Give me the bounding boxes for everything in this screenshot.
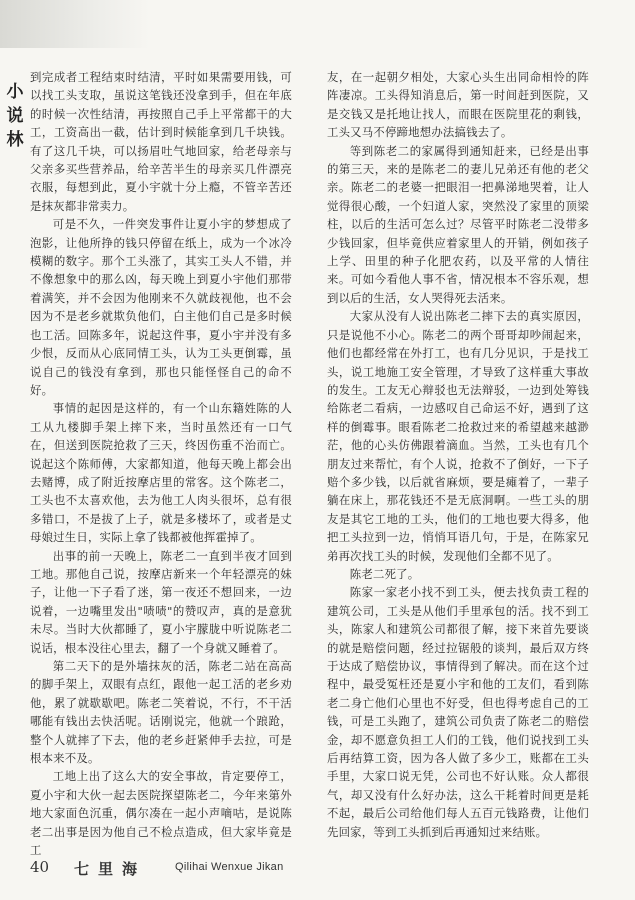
page-footer <box>30 858 590 880</box>
paragraph: 第二天下的是外墙抹灰的活，陈老二站在高高的脚手架上，双眼有点红，跟他一起工活的老乡劝他，累了就歇歇吧。陈老二笑着说，不行，不干活哪能有钱出去快活呢。话刚说完，他就一个踉跄，整个人就摔了下去，他的老乡赶紧伸手去拉，可是根本来不及。 <box>30 659 292 766</box>
section-label-char: 说 <box>6 106 24 126</box>
paragraph: 可是不久，一件突发事件让夏小宇的梦想成了泡影，让他所挣的钱只停留在纸上，成为一个冰冷模糊的数字。那个工头涨了，其实工头人不错，并不像想象中的那么凶，每天晚上到夏小宇他们那带着满笑，并不会因为他刚来不久就歧视他，也不会因为不是老乡就欺负他们，白主他们自己是多时候也工活。回陈多年，说起这件事，夏小宇并没有多少恨，反而从心底同情工头，认为工头更倒霉，虽说自己的钱没有拿到，那也只能怪怪自己的命不好。 <box>30 217 292 397</box>
journal-name: 七里海 <box>74 860 147 878</box>
section-label-char: 林 <box>6 130 24 150</box>
paragraph: 事情的起因是这样的，有一个山东籍姓陈的人工从九楼脚手架上摔下来，当时虽然还有一口气在，但送到医院抢救了三天，终因伤重不治而亡。说起这个陈师傅，大家都知道，他每天晚上都会出去赌博，成了附近按摩店里的常客。这个陈老二，工头也不太喜欢他，去为他工人肉头很坏，总有很多错口，不是拔了上子，就是多楼坏了，或者是丈母娘过生日，实际上拿了钱都被他挥霍掉了。 <box>30 401 292 545</box>
page-number: 40 <box>30 858 50 876</box>
text-column-left <box>30 68 292 858</box>
paragraph: 友，在一起朝夕相处，大家心头生出同命相怜的阵阵凄凉。工头得知消息后，第一时间赶到医院，又是交钱又是托地让找人，而眼在医院里花的剩钱，工头又马不停蹄地想办法搞钱去了。 <box>327 70 589 140</box>
paragraph: 工地上出了这么大的安全事故，肯定要停工，夏小宇和大伙一起去医院探望陈老二，今年来第外地大家面色沉重，偶尔凑在一起小声嘀咕，是说陈老二出事是因为他自己不检点造成，但大家毕竟是工 <box>30 769 292 858</box>
text-column-right <box>327 68 589 848</box>
header-decoration <box>0 0 150 48</box>
paragraph: 等到陈老二的家属得到通知赶来，已经是出事的第三天，来的是陈老二的妻儿兄弟还有他的老父亲。陈老二的老婆一把眼泪一把鼻涕地哭着，让人觉得很心酸，一个妇道人家，突然没了家里的顶梁柱，以后的生活可怎么过？尽管平时陈老二没带多少钱回家，但毕竟供应着家里人的开销，例如孩子上学、田里的种子化肥农药，以及平常的人情往来。可如今看他人事不省，情况根本不容乐观，想到以后的生活，女人哭得死去活来。 <box>327 143 589 305</box>
section-label <box>5 80 25 152</box>
paragraph: 到完成者工程结束时结清，平时如果需要用钱，可以找工头支取，虽说这笔钱还没拿到手，但在年底的时候一次性结清，再按照自己手上平常都干的大工，工资高出一截，估计到时候能拿到几千块钱。有了这几千块，可以扬眉吐气地回家，给老母亲与父亲多买些营养品，给辛苦半生的母亲买几件漂亮衣服，每想到此，夏小宇就十分上瘾，不管辛苦还是抹灰都非常卖力。 <box>30 70 292 213</box>
paragraph: 陈家一家老小找不到工头，便去找负责工程的建筑公司，工头是从他们手里承包的活。找不到工头，陈家人和建筑公司都很了解，接下来首先要谈的就是赔偿问题，经过拉锯般的谈判，最后双方终于达成了赔偿协议，事情得到了解决。而在这个过程中，最受冤枉还是夏小宇和他的工友们，看到陈老二身亡他们心里也不好受，但也得考虑自己的工钱，可是工头跑了，建筑公司负责了陈老二的赔偿金，却不愿意负担工人们的工钱，他们说找到工头后再结算工资，因为各人做了多少工，账都在工头手里，大家口说无凭，公司也不好认账。众人都很气，却又没有什么好办法，这么干耗着时间更是耗不起，最后公司给他们每人五百元钱路费，让他们先回家，等到工头抓到后再通知过来结账。 <box>327 585 589 839</box>
section-label-char: 小 <box>6 82 24 102</box>
journal-pinyin: Qilihai Wenxue Jikan <box>175 861 284 873</box>
paragraph: 陈老二死了。 <box>349 566 420 581</box>
paragraph: 大家从没有人说出陈老二摔下去的真实原因，只是说他不小心。陈老二的两个哥哥却吵闹起来，他们也都经常在外打工，也有几分见识，于是找工头，说工地施工安全管理，才导致了这样重大事故的发生。工友无心辩驳也无法辩驳，一边到处筹钱给陈老二看病，一边感叹自己命运不好，遇到了这样的倒霉事。眼看陈老二抢救过来的希望越来越渺茫，他的心头仿佛跟着滴血。当然，工头也有几个朋友过来帮忙，有个人说，抢救不了倒好，一下子赔个多少钱，以后就省麻烦，要是瘫着了，一辈子躺在床上，那花钱还不是无底洞啊。一些工头的朋友是其它工地的工头，他们的工地也要大得多，他把工头拉到一边，悄悄耳语几句，于是，在陈家兄弟再次找工头的时候，发现他们全都不见了。 <box>327 309 589 563</box>
paragraph: 出事的前一天晚上，陈老二一直到半夜才回到工地。那他自己说，按摩店新来一个年轻漂亮的妹子，让他一下子看了迷，第一夜还不想回来，一边说着，一边嘴里发出"啧啧"的赞叹声，真的是意犹未尽。当时大伙都睡了，夏小宇朦胧中听说陈老二说话，根本没往心里去，翻了一个身就又睡着了。 <box>30 548 292 655</box>
